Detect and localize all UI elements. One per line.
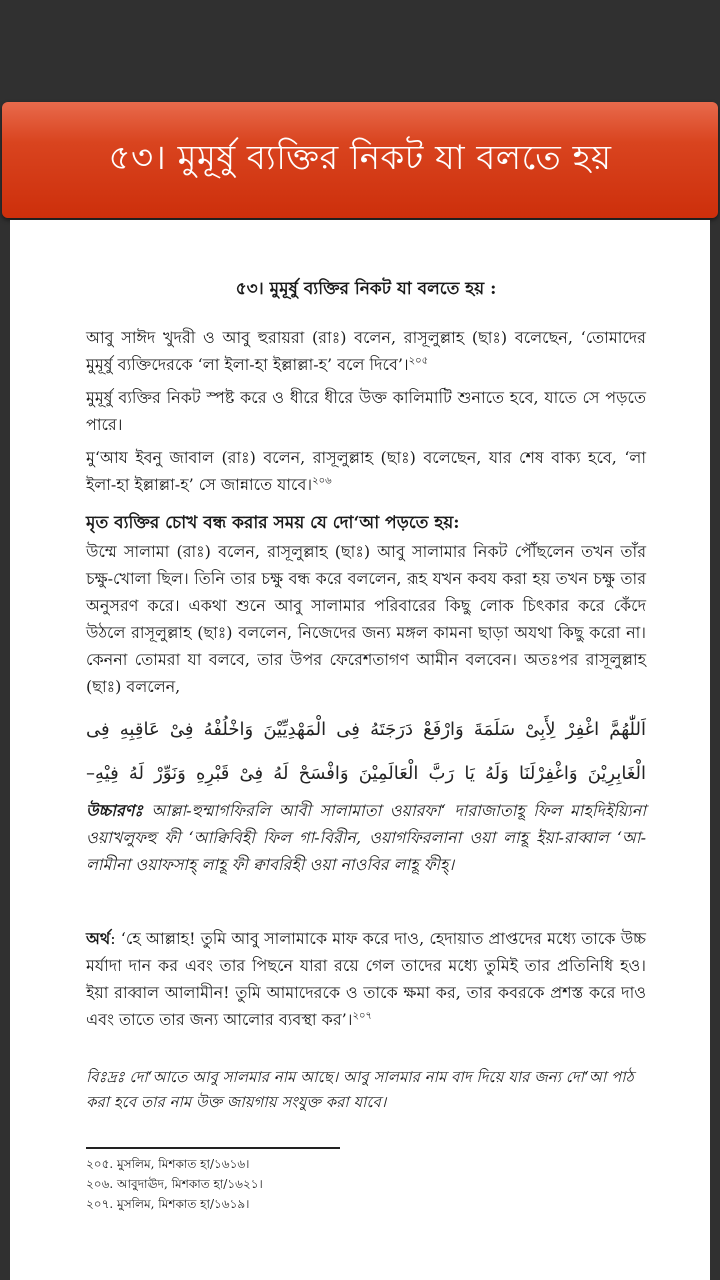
footnote-item: ২০৬. আবুদাঊদ, মিশকাত হা/১৬২১। — [86, 1177, 263, 1191]
page-title: ৫৩। মুমূর্ষু ব্যক্তির নিকট যা বলতে হয় — [108, 137, 612, 178]
footnote-ref[interactable]: ২০৫ — [408, 355, 429, 367]
document-page[interactable] — [10, 220, 710, 1280]
paragraph-text: মু‘আয ইবনু জাবাল (রাঃ) বলেন, রাসূলুল্লাহ (ছাঃ) বলেছেন, যার শেষ বাক্য হবে, ‘লা ইলা-হা ইল্লাল্লা-হ’ সে জান্নাতে যাবে। — [86, 448, 646, 494]
footnotes — [86, 1154, 646, 1214]
meaning-text: : ‘হে আল্লাহ! তুমি আবু সালামাকে মাফ করে দাও, হেদায়াত প্রাপ্তদের মধ্যে তাকে উচ্চ মর্যাদা দান কর এবং তার পিছনে যারা রয়ে গেল তাদের মধ্যে তুমিই তার প্রতিনিধি হও। ইয়া রাব্বাল আলামীন! তুমি আমাদেরকে ও তাকে ক্ষমা কর, তার কবরকে প্রশস্ত করে দাও এবং তাতে তার জন্য আলোর ব্যবস্থা কর’। — [86, 929, 646, 1029]
pronunciation-text: আল্লা-হুম্মাগফিরলি আবী সালামাতা ওয়ারফা‘ দারাজাতাহূ ফিল মাহদিইয়্যিনা ওয়াখলুফহু ফী ‘আক্বিবিহী ফিল গা-বিরীন, ওয়াগফিরলানা ওয়া লাহূ ইয়া-রাব্বাল ‘আ-লামীনা ওয়াফসাহ্ লাহূ ফী ক্বাবরিহী ওয়া নাওবির লাহূ ফীহ্। — [86, 801, 646, 874]
pronunciation-label: উচ্চারণঃ — [86, 801, 143, 820]
footnote-divider — [86, 1147, 340, 1149]
footnote-ref[interactable]: ২০৬ — [312, 475, 332, 487]
meaning-label: অর্থ — [86, 929, 111, 948]
paragraph-hadith-3: উম্মে সালামা (রাঃ) বলেন, রাসূলুল্লাহ (ছাঃ) আবু সালামার নিকট পৌঁছলেন তখন তাঁর চক্ষু-খোলা ছিল। তিনি তার চক্ষু বন্ধ করে বললেন, রূহ যখন কবয করা হয় তখন চক্ষু তার অনুসরণ করে। একথা শুনে আবু সালামার পরিবারের কিছু লোক চিৎকার করে কেঁদে উঠলে রাসূলুল্লাহ (ছাঃ) বললেন, নিজেদের জন্য মঙ্গল কামনা ছাড়া অযথা কিছু করো না। কেননা তোমরা যা বলবে, তার উপর ফেরেশতাগণ আমীন বলবেন। অতঃপর রাসূলুল্লাহ (ছাঃ) বললেন, — [86, 542, 646, 696]
section-heading: ৫৩। মুমূর্ষু ব্যক্তির নিকট যা বলতে হয় : — [235, 279, 497, 299]
footnote-ref[interactable]: ২০৭ — [352, 1010, 372, 1022]
paragraph-instruction: মুমূর্ষু ব্যক্তির নিকট স্পষ্ট করে ও ধীরে ধীরে উক্ত কালিমাটি শুনাতে হবে, যাতে সে পড়তে পারে। — [86, 388, 646, 434]
footnote-item: ২০৭. মুসলিম, মিশকাত হা/১৬১৯। — [86, 1197, 250, 1211]
meaning-block — [86, 925, 646, 1033]
arabic-dua: اَللّٰهُمَّ اغْفِرْ لِأَبِىْ سَلَمَةَ وَارْفَعْ دَرَجَتَهُ فِى الْمَهْدِيِّيْنَ وَاخْلُفْهُ فِىْ عَاقِبِهِ فِى الْغَابِرِيْنَ وَاغْفِرْلَنَا وَلَهُ يَا رَبَّ الْعَالَمِيْنَ وَافْسَحْ لَهُ فِىْ قَبْرِهِ وَنَوِّرْ لَهُ فِيْهِ– — [86, 719, 646, 784]
footnote-item: ২০৫. মুসলিম, মিশকাত হা/১৬১৬। — [86, 1157, 250, 1171]
title-banner — [2, 102, 718, 218]
paragraph-hadith-1 — [86, 324, 646, 378]
sub-heading: মৃত ব্যক্তির চোখ বন্ধ করার সময় যে দো‘আ পড়তে হয়: — [86, 513, 460, 533]
note: বিঃদ্রঃ দো‘আতে আবু সালমার নাম আছে। আবু সালমার নাম বাদ দিয়ে যার জন্য দো‘আ পাঠ করা হবে তার নাম উক্ত জায়গায় সংযুক্ত করা যাবে। — [86, 1068, 634, 1111]
paragraph-text: আবু সাঈদ খুদরী ও আবু হুরায়রা (রাঃ) বলেন, রাসূলুল্লাহ (ছাঃ) বলেছেন, ‘তোমাদের মুমূর্ষু ব্যক্তিদেরকে ‘লা ইলা-হা ইল্লাল্লা-হ’ বলে দিবে’। — [86, 328, 646, 374]
paragraph-hadith-2 — [86, 444, 646, 498]
pronunciation-block — [86, 797, 646, 878]
status-bar — [0, 0, 720, 100]
